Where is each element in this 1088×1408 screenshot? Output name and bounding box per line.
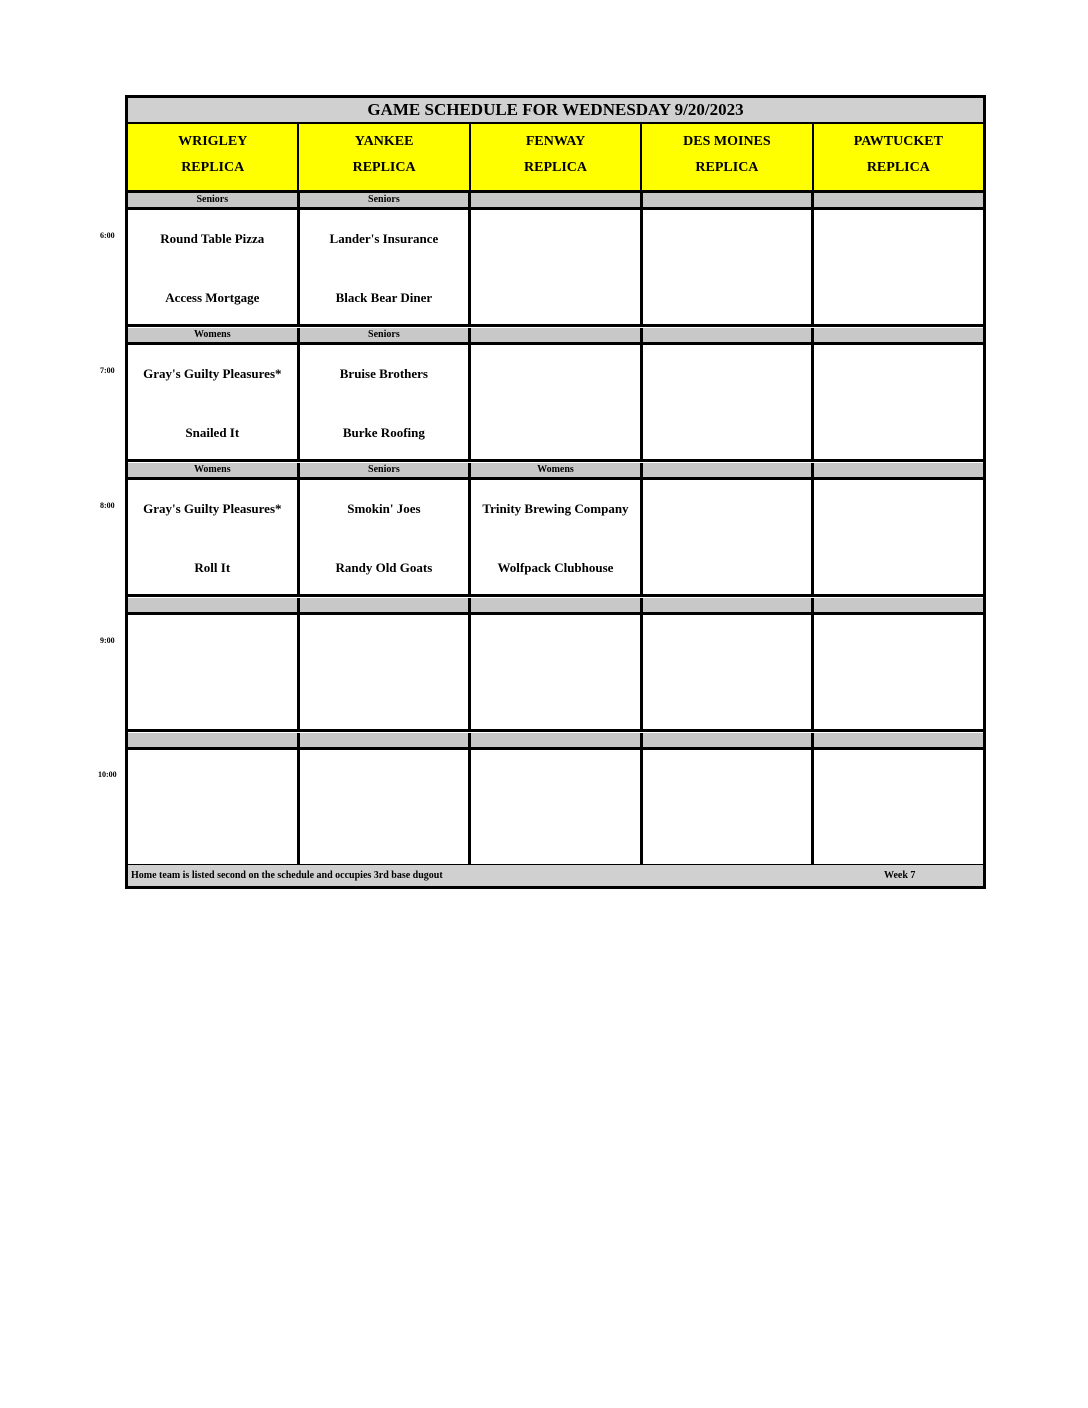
game-cell	[471, 210, 643, 324]
time-label-10pm: 10:00	[98, 770, 117, 779]
game-cell	[471, 345, 643, 459]
division-label: Womens	[471, 463, 643, 477]
game-cell	[814, 750, 983, 864]
schedule-title: GAME SCHEDULE FOR WEDNESDAY 9/20/2023	[128, 98, 983, 124]
game-cell	[128, 615, 300, 729]
division-label	[128, 733, 300, 747]
game-row-8pm	[128, 480, 983, 597]
division-label: Seniors	[300, 193, 472, 207]
division-label	[300, 598, 472, 612]
field-type: REPLICA	[866, 160, 930, 175]
division-band-8pm	[128, 463, 983, 480]
field-type: REPLICA	[524, 160, 588, 175]
game-cell	[300, 210, 472, 324]
game-cell	[643, 345, 815, 459]
home-team-note: Home team is listed second on the schedule and occupies 3rd base dugout	[131, 870, 443, 881]
division-band-9pm	[128, 598, 983, 615]
division-label: Seniors	[300, 328, 472, 342]
game-cell	[300, 750, 472, 864]
game-cell	[643, 480, 815, 594]
game-cell	[128, 480, 300, 594]
division-label	[643, 328, 815, 342]
week-label: Week 7	[884, 870, 916, 881]
field-type: REPLICA	[181, 160, 245, 175]
division-label: Womens	[128, 328, 300, 342]
game-cell	[300, 615, 472, 729]
division-label	[643, 733, 815, 747]
field-header-row	[128, 124, 983, 193]
game-cell	[643, 615, 815, 729]
game-cell	[300, 480, 472, 594]
division-label: Womens	[128, 463, 300, 477]
game-cell	[471, 615, 643, 729]
away-team: Gray's Guilty Pleasures*	[143, 366, 282, 381]
schedule-footer	[128, 865, 983, 886]
game-cell	[814, 345, 983, 459]
game-row-7pm	[128, 345, 983, 462]
division-label	[471, 193, 643, 207]
field-name: PAWTUCKET	[853, 134, 943, 149]
away-team: Trinity Brewing Company	[482, 501, 629, 516]
home-team: Access Mortgage	[165, 290, 260, 305]
home-team: Black Bear Diner	[335, 290, 433, 305]
home-team: Roll It	[194, 560, 231, 575]
away-team: Bruise Brothers	[339, 366, 428, 381]
game-cell	[128, 750, 300, 864]
game-cell	[814, 210, 983, 324]
game-cell	[814, 480, 983, 594]
division-label: Seniors	[128, 193, 300, 207]
game-cell	[814, 615, 983, 729]
division-label	[300, 733, 472, 747]
away-team: Round Table Pizza	[160, 231, 265, 246]
field-header-des-moines	[642, 124, 813, 190]
time-label-8pm: 8:00	[100, 501, 115, 510]
division-label	[471, 328, 643, 342]
field-name: FENWAY	[525, 134, 586, 149]
division-label	[471, 598, 643, 612]
game-row-9pm	[128, 615, 983, 732]
home-team: Wolfpack Clubhouse	[497, 560, 614, 575]
game-cell	[471, 480, 643, 594]
division-label: Seniors	[300, 463, 472, 477]
time-label-7pm: 7:00	[100, 366, 115, 375]
away-team: Gray's Guilty Pleasures*	[143, 501, 282, 516]
field-name: YANKEE	[354, 134, 414, 149]
away-team: Lander's Insurance	[329, 231, 439, 246]
schedule-sheet	[125, 95, 986, 889]
division-label	[814, 328, 983, 342]
time-label-9pm: 9:00	[100, 636, 115, 645]
game-cell	[128, 345, 300, 459]
game-row-10pm	[128, 750, 983, 867]
division-label	[643, 598, 815, 612]
time-label-6pm: 6:00	[100, 231, 115, 240]
division-band-10pm	[128, 733, 983, 750]
field-header-fenway	[471, 124, 642, 190]
field-type: REPLICA	[695, 160, 759, 175]
field-name: DES MOINES	[683, 134, 771, 149]
game-cell	[128, 210, 300, 324]
division-label	[643, 193, 815, 207]
home-team: Burke Roofing	[342, 425, 425, 440]
home-team: Snailed It	[185, 425, 240, 440]
division-label	[814, 598, 983, 612]
division-label	[471, 733, 643, 747]
game-cell	[643, 750, 815, 864]
field-name: WRIGLEY	[178, 134, 248, 149]
field-header-pawtucket	[814, 124, 983, 190]
division-label	[814, 193, 983, 207]
division-band-7pm	[128, 328, 983, 345]
game-cell	[471, 750, 643, 864]
division-label	[643, 463, 815, 477]
home-team: Randy Old Goats	[335, 560, 433, 575]
game-row-6pm	[128, 210, 983, 327]
game-cell	[643, 210, 815, 324]
division-label	[814, 733, 983, 747]
division-band-6pm	[128, 193, 983, 210]
division-label	[814, 463, 983, 477]
field-type: REPLICA	[352, 160, 416, 175]
division-label	[128, 598, 300, 612]
field-header-yankee	[299, 124, 470, 190]
game-cell	[300, 345, 472, 459]
field-header-wrigley	[128, 124, 299, 190]
away-team: Smokin' Joes	[347, 501, 421, 516]
